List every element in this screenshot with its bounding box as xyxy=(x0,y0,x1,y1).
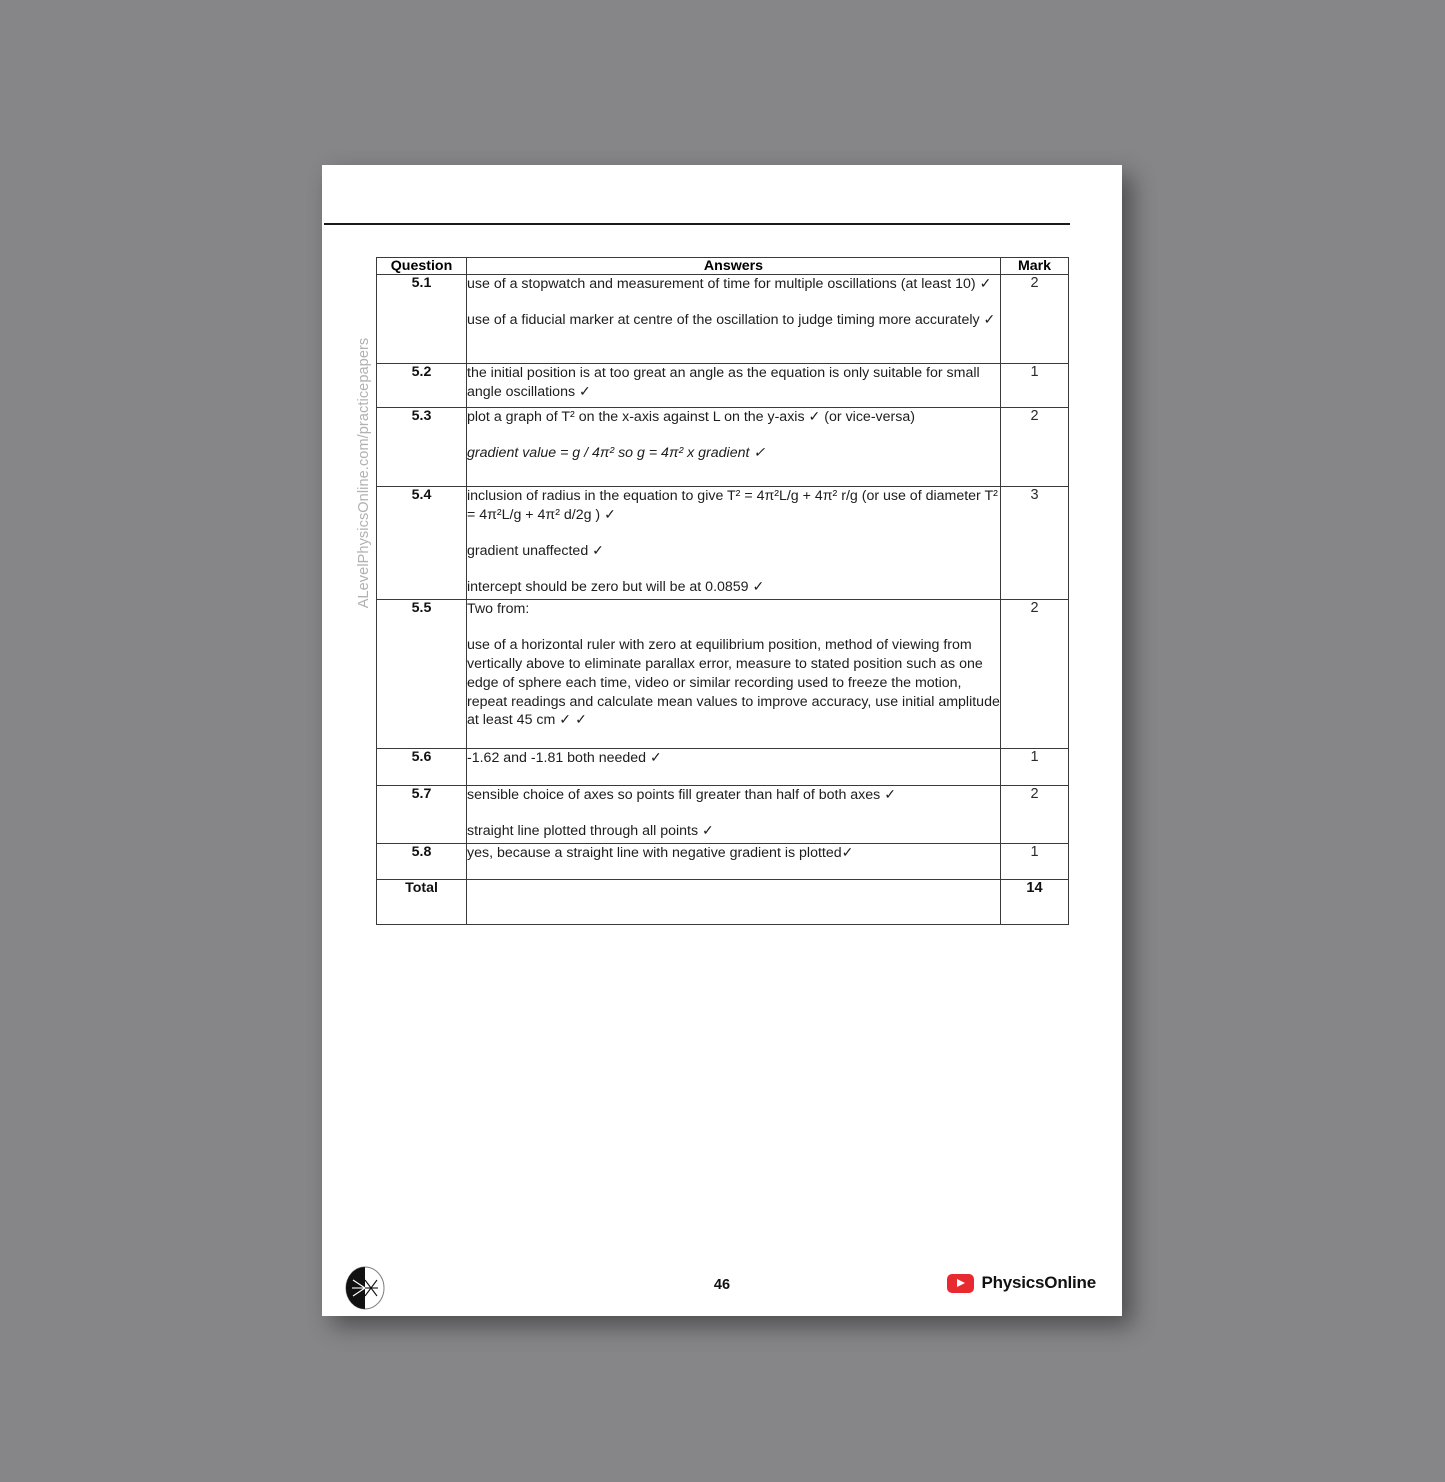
table-row xyxy=(377,600,1069,749)
answer-text xyxy=(467,364,1001,408)
header-rule xyxy=(324,223,1070,225)
answer-paragraph: gradient value = g / 4π² so g = 4π² x gradient ✓ xyxy=(467,444,766,461)
table-row xyxy=(377,364,1069,408)
answer-paragraph: -1.62 and -1.81 both needed ✓ xyxy=(467,750,662,766)
mark-value: 1 xyxy=(1001,364,1069,408)
total-mark-value: 14 xyxy=(1001,880,1069,925)
answer-text xyxy=(467,408,1001,487)
document-page xyxy=(322,165,1122,1316)
answer-paragraph: gradient unaffected ✓ xyxy=(467,542,605,559)
answer-paragraph: plot a graph of T² on the x-axis against L on the y-axis ✓ (or vice-versa) xyxy=(467,409,915,425)
answer-paragraph: use of a horizontal ruler with zero at equilibrium position, method of viewing from vertically above to eliminate parallax error, measure to stated position such as one edge of sphere each time, video or similar recording used to freeze the motion, repeat readings and calculate mean values to improve accuracy, use initial amplitude at least 45 cm ✓ ✓ xyxy=(467,636,1000,729)
table-row xyxy=(377,408,1069,487)
table-row xyxy=(377,487,1069,600)
answer-paragraph: intercept should be zero but will be at 0.0859 ✓ xyxy=(467,578,765,595)
physicsonline-brand xyxy=(947,1273,1096,1293)
total-answers-blank xyxy=(467,880,1001,925)
question-number: 5.3 xyxy=(377,408,467,487)
mark-value: 2 xyxy=(1001,600,1069,749)
question-number: 5.2 xyxy=(377,364,467,408)
answer-paragraph: sensible choice of axes so points fill greater than half of both axes ✓ xyxy=(467,787,897,803)
column-header-answers: Answers xyxy=(467,258,1001,275)
mark-scheme-table xyxy=(376,257,1069,925)
table-row xyxy=(377,844,1069,880)
question-number: 5.6 xyxy=(377,749,467,786)
answer-paragraph: the initial position is at too great an angle as the equation is only suitable for small angle oscillations ✓ xyxy=(467,365,980,400)
brand-name: PhysicsOnline xyxy=(981,1273,1096,1292)
mark-value: 1 xyxy=(1001,844,1069,880)
column-header-question: Question xyxy=(377,258,467,275)
answer-text xyxy=(467,275,1001,364)
answer-paragraph: yes, because a straight line with negative gradient is plotted✓ xyxy=(467,845,854,861)
answer-paragraph: use of a stopwatch and measurement of time for multiple oscillations (at least 10) ✓ xyxy=(467,276,992,292)
answer-text xyxy=(467,487,1001,600)
question-number: 5.1 xyxy=(377,275,467,364)
mark-value: 2 xyxy=(1001,275,1069,364)
mark-value: 2 xyxy=(1001,786,1069,844)
mark-value: 2 xyxy=(1001,408,1069,487)
answer-text xyxy=(467,749,1001,786)
mark-value: 1 xyxy=(1001,749,1069,786)
table-row xyxy=(377,786,1069,844)
answer-paragraph: Two from: xyxy=(467,601,530,617)
answer-paragraph: use of a fiducial marker at centre of the oscillation to judge timing more accurately ✓ xyxy=(467,311,996,328)
answer-text xyxy=(467,786,1001,844)
question-number: 5.4 xyxy=(377,487,467,600)
page-footer xyxy=(322,1244,1122,1304)
side-watermark: ALevelPhysicsOnline.com/practicepapers xyxy=(356,337,372,609)
youtube-play-icon xyxy=(947,1274,974,1293)
table-row xyxy=(377,749,1069,786)
answer-text xyxy=(467,844,1001,880)
answer-text xyxy=(467,600,1001,749)
mark-value: 3 xyxy=(1001,487,1069,600)
page-number: 46 xyxy=(713,1277,731,1293)
table-row xyxy=(377,275,1069,364)
table-header-row xyxy=(377,258,1069,275)
question-number: 5.8 xyxy=(377,844,467,880)
question-number: 5.7 xyxy=(377,786,467,844)
table-total-row xyxy=(377,880,1069,925)
answer-paragraph: inclusion of radius in the equation to give T² = 4π²L/g + 4π² r/g (or use of diameter T² = 4π²L/g + 4π² d/2g ) ✓ xyxy=(467,488,998,523)
question-number: 5.5 xyxy=(377,600,467,749)
answer-paragraph: straight line plotted through all points ✓ xyxy=(467,822,714,839)
total-label: Total xyxy=(377,880,467,925)
column-header-mark: Mark xyxy=(1001,258,1069,275)
